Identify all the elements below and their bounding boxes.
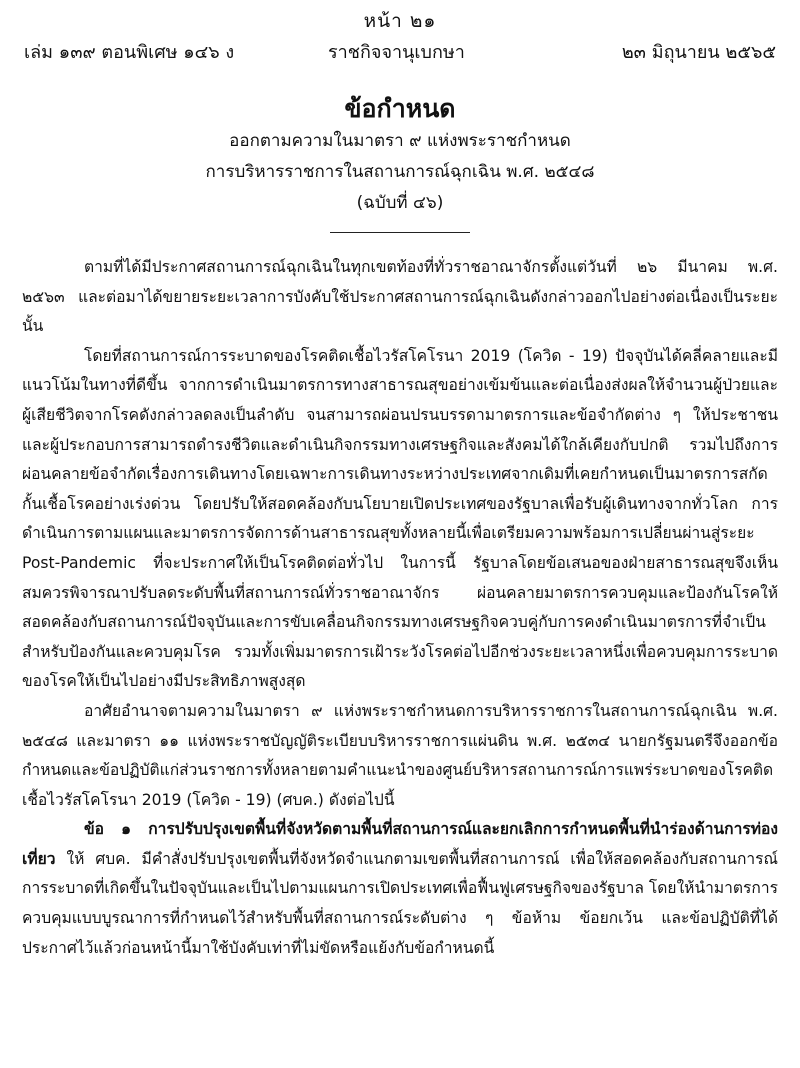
publication-date: ๒๓ มิถุนายน ๒๕๖๕ xyxy=(621,42,776,63)
clause-1-heading: ข้อ ๑ การปรับปรุงเขตพื้นที่จังหวัดตามพื้นที่สถานการณ์และยกเลิกการกำหนดพื้นที่นำร่องด้านการท่องเที่ยว xyxy=(22,820,778,868)
title-block xyxy=(0,92,800,219)
volume-issue: เล่ม ๑๓๙ ตอนพิเศษ ๑๔๖ ง xyxy=(24,42,235,63)
paragraph-situation: โดยที่สถานการณ์การระบาดของโรคติดเชื้อไวรัสโคโรนา 2019 (โควิด - 19) ปัจจุบันได้คลี่คลายและมีแนวโน้มในทางที่ดีขึ้น จากการดำเนินมาตรการทางสาธารณสุขอย่างเข้มข้นและต่อเนื่องส่งผลให้จำนวนผู้ป่วยและผู้เสียชีวิตจากโรคดังกล่าวลดลงเป็นลำดับ จนสามารถผ่อนปรนบรรดามาตรการและข้อจำกัดต่าง ๆ ให้ประชาชนและผู้ประกอบการสามารถดำรงชีวิตและดำเนินกิจกรรมทางเศรษฐกิจและสังคมได้ใกล้เคียงกับปกติ รวมไปถึงการผ่อนคลายข้อจำกัดเรื่องการเดินทางโดยเฉพาะการเดินทางระหว่างประเทศจากเดิมที่เคยกำหนดเป็นมาตรการสกัดกั้นเชื้อโรคอย่างเร่งด่วน โดยปรับให้สอดคล้องกับนโยบายเปิดประเทศของรัฐบาลเพื่อรับผู้เดินทางจากทั่วโลก การดำเนินการตามแผนและมาตรการจัดการด้านสาธารณสุขทั้งหลายนี้เพื่อเตรียมความพร้อมการเปลี่ยนผ่านสู่ระยะ Post-Pandemic ที่จะประกาศให้เป็นโรคติดต่อทั่วไป ในการนี้ รัฐบาลโดยข้อเสนอของฝ่ายสาธารณสุขจึงเห็นสมควรพิจารณาปรับลดระดับพื้นที่สถานการณ์ทั่วราชอาณาจักร ผ่อนคลายมาตรการควบคุมและป้องกันโรคให้สอดคล้องกับสถานการณ์ปัจจุบันและการขับเคลื่อนกิจกรรมทางเศรษฐกิจควบคู่กับการคงดำเนินมาตรการที่จำเป็นสำหรับป้องกันและควบคุมโรค รวมทั้งเพิ่มมาตรการเฝ้าระวังโรคต่อไปอีกช่วงระยะเวลาหนึ่งเพื่อควบคุมการระบาดของโรคให้เป็นไปอย่างมีประสิทธิภาพสูงสุด xyxy=(22,346,778,691)
clause-1-text: ให้ ศบค. มีคำสั่งปรับปรุงเขตพื้นที่จังหวัดจำแนกตามเขตพื้นที่สถานการณ์ เพื่อให้สอดคล้องกับสถานการณ์การระบาดที่เกิดขึ้นในปัจจุบันและเป็นไปตามแผนการเปิดประเทศเพื่อฟื้นฟูเศรษฐกิจของรัฐบาล โดยให้นำมาตรการควบคุมแบบบูรณาการที่กำหนดไว้สำหรับพื้นที่สถานการณ์ระดับต่าง ๆ ข้อห้าม ข้อยกเว้น และข้อปฏิบัติที่ได้ประกาศไว้แล้วก่อนหน้านี้มาใช้บังคับเท่าที่ไม่ขัดหรือแย้งกับข้อกำหนดนี้ xyxy=(22,849,778,957)
subtitle-line-1: ออกตามความในมาตรา ๙ แห่งพระราชกำหนด xyxy=(229,131,571,151)
page-number: หน้า ๒๑ xyxy=(363,10,437,32)
publication-name: ราชกิจจานุเบกษา xyxy=(328,42,465,63)
subtitle-line-2: การบริหารราชการในสถานการณ์ฉุกเฉิน พ.ศ. ๒๕๔๘ xyxy=(205,162,595,182)
title-divider xyxy=(330,232,470,233)
document-title: ข้อกำหนด xyxy=(344,94,456,123)
paragraph-authority: อาศัยอำนาจตามความในมาตรา ๙ แห่งพระราชกำหนดการบริหารราชการในสถานการณ์ฉุกเฉิน พ.ศ. ๒๕๔๘ และมาตรา ๑๑ แห่งพระราชบัญญัติระเบียบบริหารราชการแผ่นดิน พ.ศ. ๒๕๓๔ นายกรัฐมนตรีจึงออกข้อกำหนดและข้อปฏิบัติแก่ส่วนราชการทั้งหลายตามคำแนะนำของศูนย์บริหารสถานการณ์การแพร่ระบาดของโรคติดเชื้อไวรัสโคโรนา 2019 (โควิด - 19) (ศบค.) ดังต่อไปนี้ xyxy=(22,701,778,809)
subtitle-line-3: (ฉบับที่ ๔๖) xyxy=(356,193,444,213)
paragraph-clause-1 xyxy=(22,815,778,963)
document-body xyxy=(22,253,778,963)
paragraph-preamble: ตามที่ได้มีประกาศสถานการณ์ฉุกเฉินในทุกเขตท้องที่ทั่วราชอาณาจักรตั้งแต่วันที่ ๒๖ มีนาคม พ.ศ. ๒๕๖๓ และต่อมาได้ขยายระยะเวลาการบังคับใช้ประกาศสถานการณ์ฉุกเฉินดังกล่าวออกไปอย่างต่อเนื่องเป็นระยะ นั้น xyxy=(22,258,778,336)
